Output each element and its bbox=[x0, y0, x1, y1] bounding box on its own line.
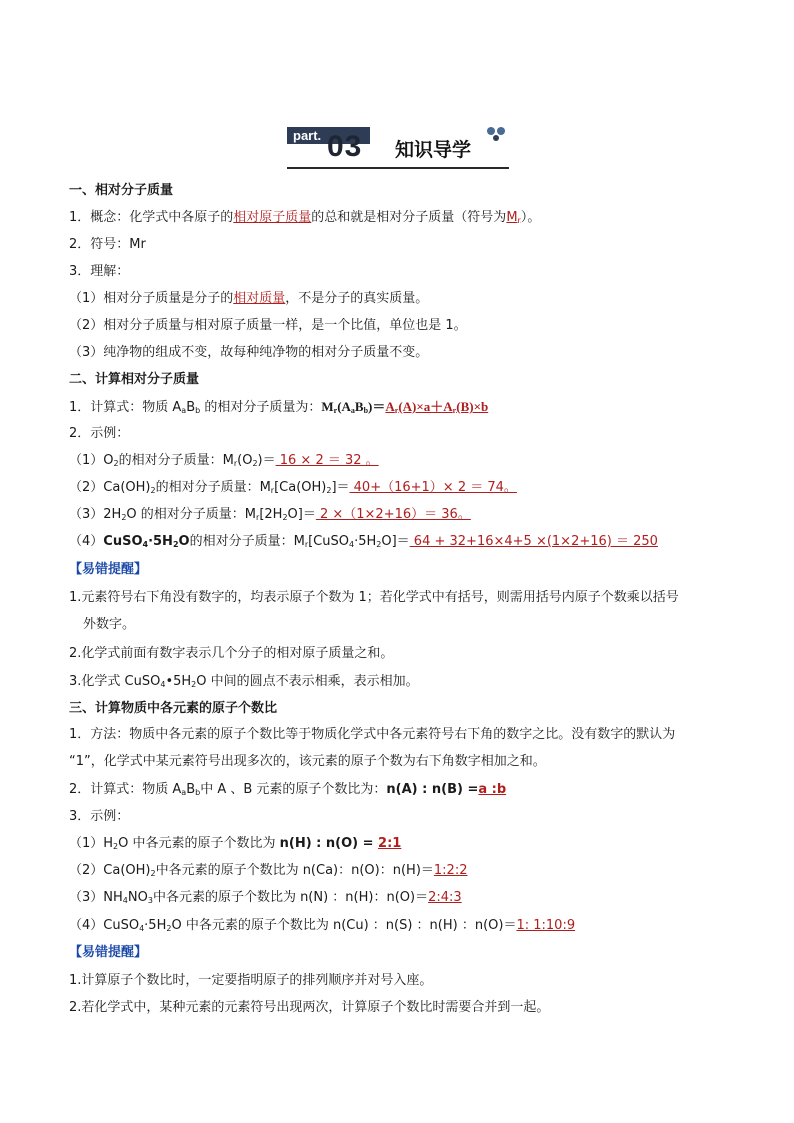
tip1-item-1: 1.元素符号右下角没有数字的，均表示原子个数为 1；若化学式中有括号，则需用括号内原子个数乘以括号 bbox=[69, 590, 679, 605]
ratio-example-nh4no3: $(3)NH_4NO_3$中各元素的原子个数比为 n(N) ：n(H)：n(O)＝2:4:3 bbox=[69, 890, 462, 905]
tip2-item-1: 1.计算原子个数比时，一定要指明原子的排列顺序并对号入座。 bbox=[69, 973, 433, 988]
example-o2: $(1)O_2$的相对分子质量：$M_r(O_2)= 16 \times 2 = 32$ 。 bbox=[69, 453, 379, 468]
formula-line: 1．计算式：物质 $A_aB_b$ 的相对分子质量为：$M_r(A_aB_b)=A_r(A)\times a+A_r(B)\times b$ bbox=[69, 399, 489, 415]
understanding-1: （1）相对分子质量是分子的相对质量，不是分子的真实质量。 bbox=[69, 291, 429, 306]
banner-title: 知识导学 bbox=[395, 139, 472, 161]
molecule-icon bbox=[485, 126, 509, 142]
understanding-2: （2）相对分子质量与相对原子质量一样，是一个比值，单位也是 1。 bbox=[69, 318, 467, 333]
tip-heading-1: 【易错提醒】 bbox=[69, 562, 148, 577]
example-caoh2: $(2)Ca(OH)_2$的相对分子质量：$M_r[Ca(OH)_2]= 40+(16+1)\times 2 = 74$。 bbox=[69, 480, 517, 495]
concept-line: 1．概念：化学式中各原子的相对原子质量的总和就是相对分子质量（符号为$M_r$）。 bbox=[69, 210, 541, 225]
ratio-example-label: 3．示例： bbox=[69, 809, 130, 824]
tip-heading-2: 【易错提醒】 bbox=[69, 945, 148, 960]
example-label: 2．示例： bbox=[69, 426, 130, 441]
tip1-item-1-cont: 外数字。 bbox=[83, 617, 136, 632]
tip1-item-2: 2.化学式前面有数字表示几个分子的相对原子质量之和。 bbox=[69, 646, 394, 661]
understanding-3: （3）纯净物的组成不变，故每种纯净物的相对分子质量不变。 bbox=[69, 345, 429, 360]
method-line-1: 1．方法：物质中各元素的原子个数比等于物质化学式中各元素符号右下角的数字之比。没有数字的默认为 bbox=[69, 727, 676, 742]
example-2h2o: $(3)2H_2O$ 的相对分子质量：$M_r[2H_2O]= 2 \times(1\times 2+16)= 36$。 bbox=[69, 507, 471, 522]
ratio-example-cuso4: $(4)CuSO_4\cdot 5H_2O$ 中各元素的原子个数比为 n(Cu) ：n(S) ：n(H) ：n(O)＝1: 1:10:9 bbox=[69, 918, 576, 933]
ratio-example-caoh2: $(2)Ca(OH)_2$中各元素的原子个数比为 n(Ca)：n(O)：n(H)＝1:2:2 bbox=[69, 863, 468, 878]
banner-underline bbox=[287, 167, 509, 169]
section-heading-3: 三、计算物质中各元素的原子个数比 bbox=[69, 701, 278, 716]
understanding-label: 3．理解： bbox=[69, 264, 130, 279]
banner-tag: part. bbox=[287, 127, 370, 144]
example-cuso4: $(4)CuSO_4\cdot 5H_2O$的相对分子质量：$M_r[CuSO_4\cdot 5H_2O]= 64 + 32+16\times 4+5 \times(1\times 2+16) = 250$ bbox=[69, 534, 658, 549]
section-heading-1: 一、相对分子质量 bbox=[69, 183, 174, 198]
ratio-formula-line: 2．计算式：物质 $A_aB_b$中 A 、B 元素的原子个数比为：n(A) : n(B) =a :b bbox=[69, 782, 507, 797]
banner-number: 03 bbox=[327, 130, 363, 163]
tip2-item-2: 2.若化学式中，某种元素的元素符号出现两次，计算原子个数比时需要合并到一起。 bbox=[69, 1000, 550, 1015]
method-line-2: “1”，化学式中某元素符号出现多次的，该元素的原子个数为右下角数字相加之和。 bbox=[69, 754, 546, 769]
ratio-example-h2o: $(1)H_2O$ 中各元素的原子个数比为 n(H) : n(O) = 2:1 bbox=[69, 836, 402, 851]
tip1-item-3: 3.化学式 $CuSO_4•5H_2O$ 中间的圆点不表示相乘，表示相加。 bbox=[69, 674, 419, 689]
section-heading-2: 二、计算相对分子质量 bbox=[69, 372, 200, 387]
section-banner bbox=[287, 124, 509, 170]
symbol-line: 2．符号：Mr bbox=[69, 237, 146, 252]
